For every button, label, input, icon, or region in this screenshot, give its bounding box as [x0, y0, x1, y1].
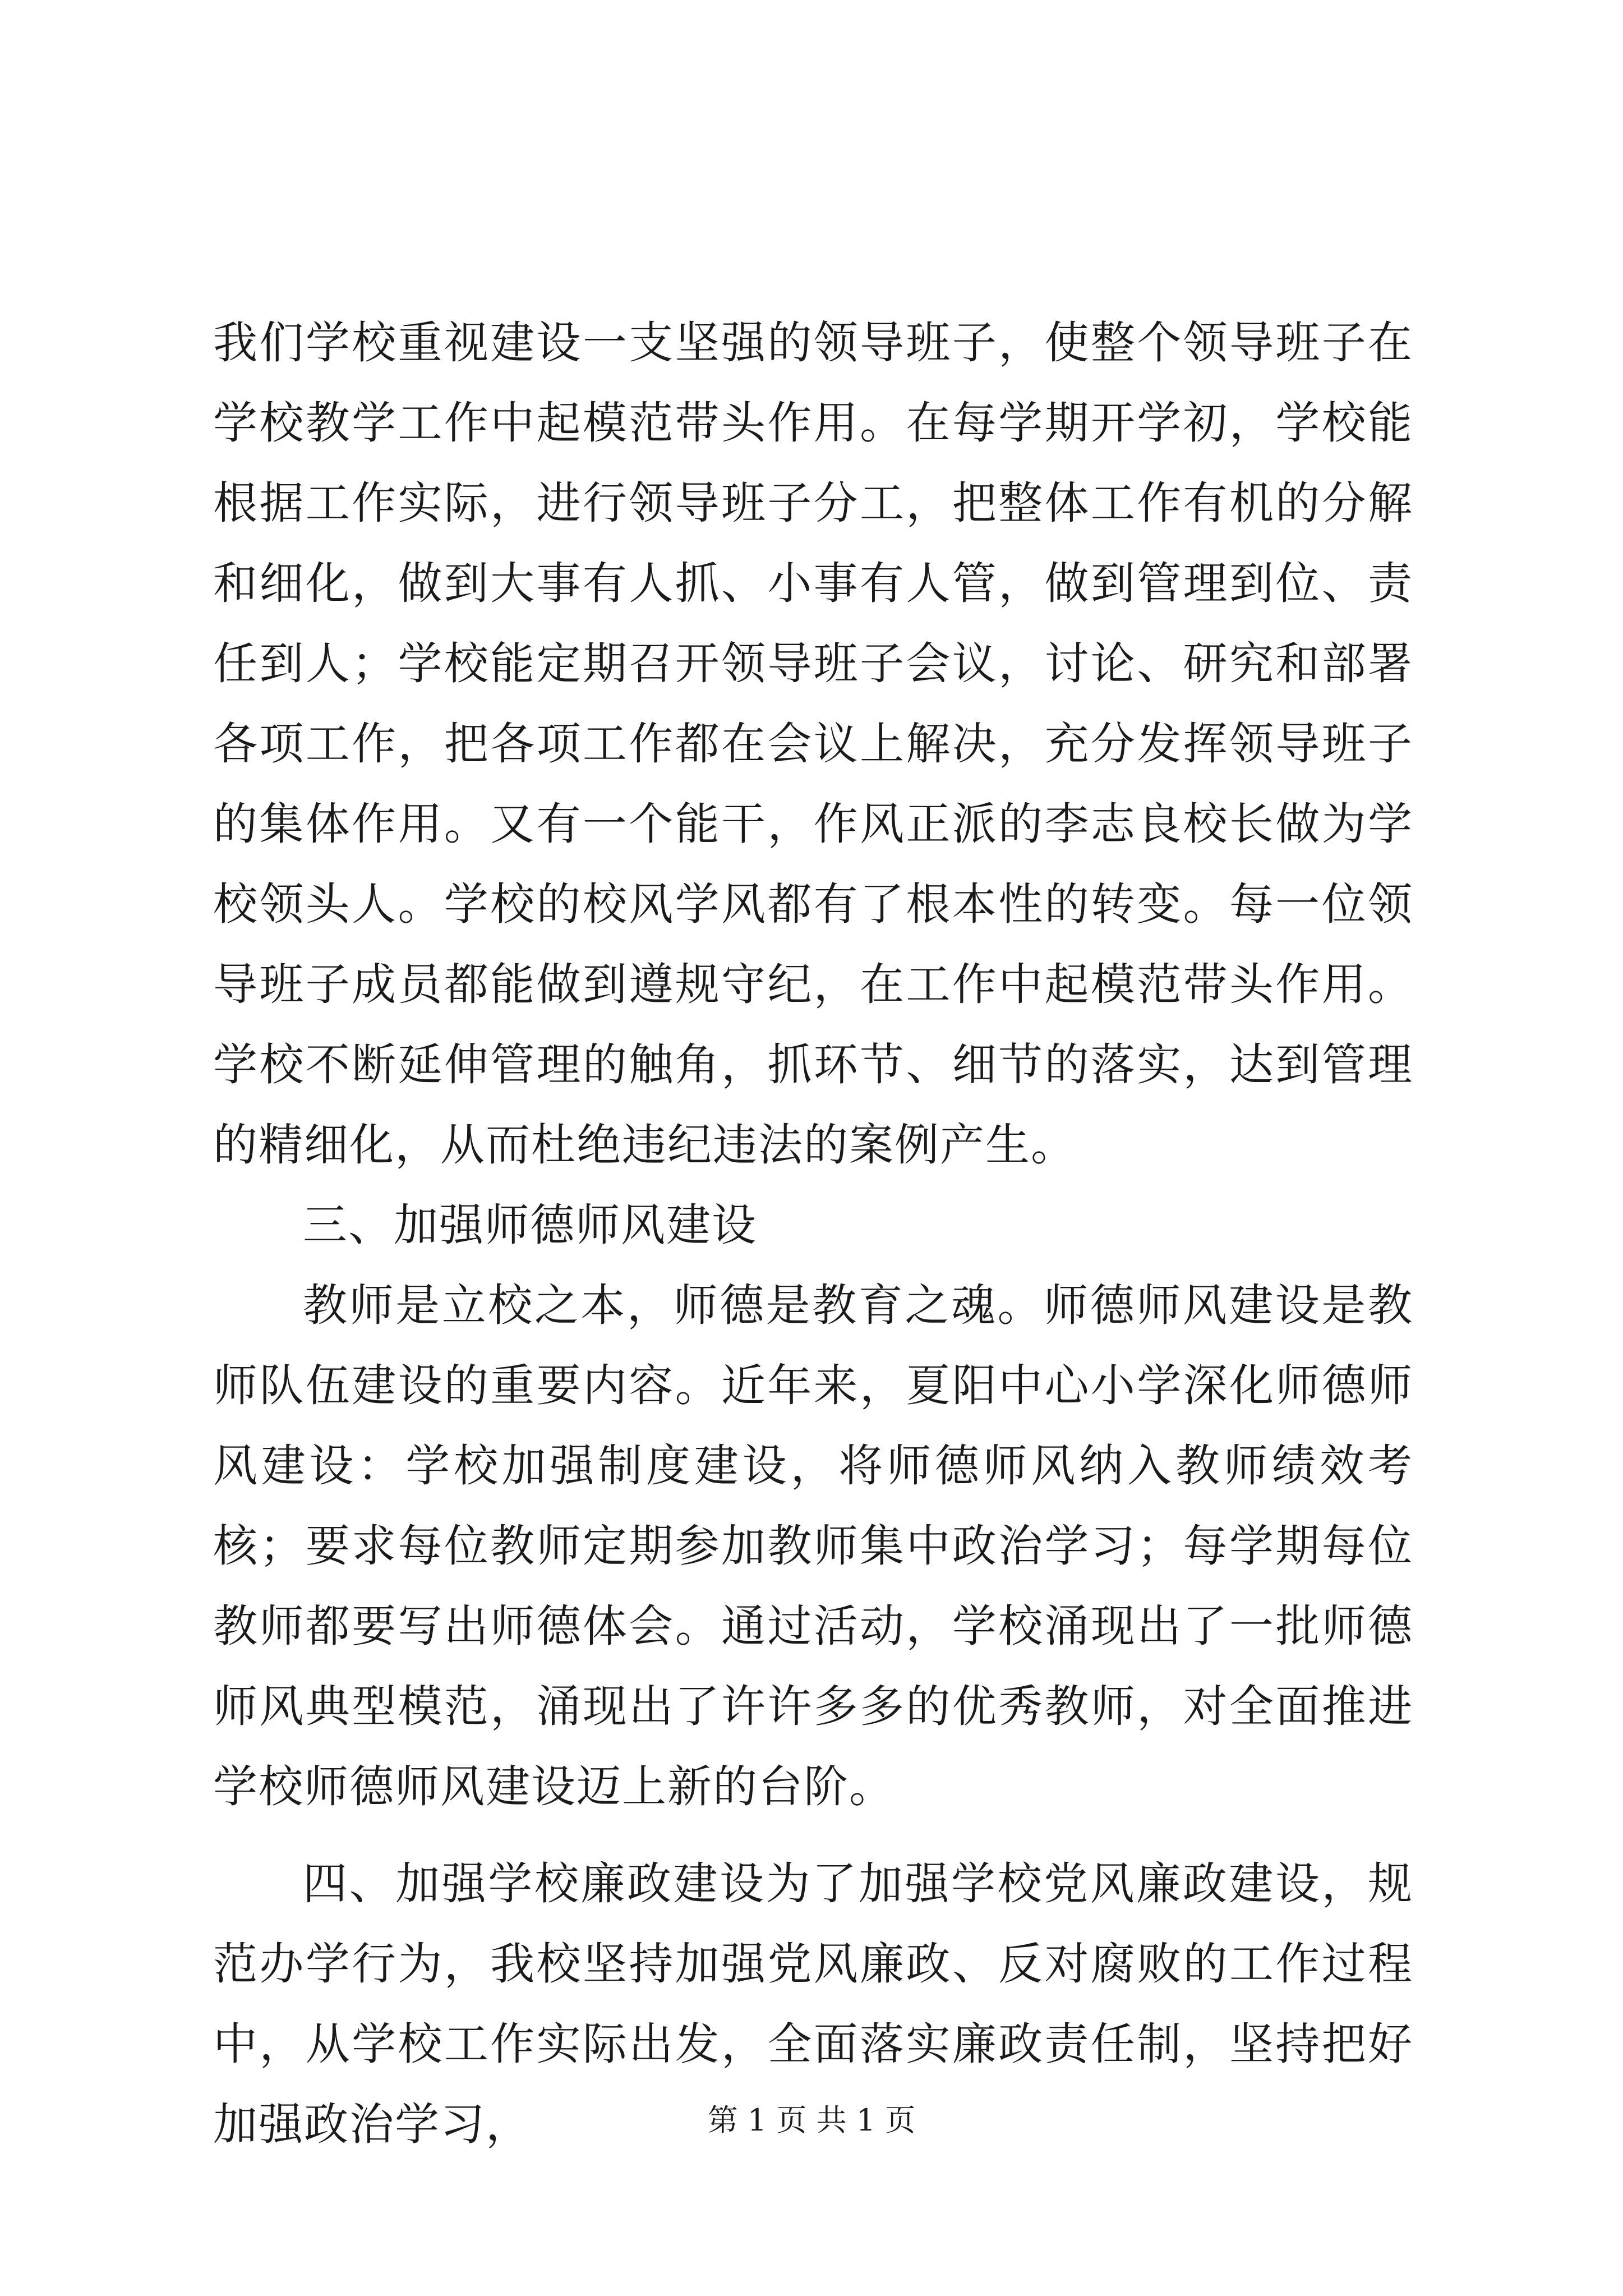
document-body [213, 303, 1413, 2165]
page-footer: 第 1 页 共 1 页 [707, 2102, 916, 2138]
paragraph-teacher-ethics: 教师是立校之本，师德是教育之魂。师德师风建设是教师队伍建设的重要内容。近年来，夏阳中心小学深化师德师风建设：学校加强制度建设，将师德师风纳入教师绩效考核；要求每位教师定期参加教师集中政治学习；每学期每位教师都要写出师德体会。通过活动，学校涌现出了一批师德师风典型模范，涌现出了许许多多的优秀教师，对全面推进学校师德师风建设迈上新的台阶。 [213, 1280, 1413, 1812]
paragraph-leadership: 我们学校重视建设一支坚强的领导班子，使整个领导班子在学校教学工作中起模范带头作用。在每学期开学初，学校能根据工作实际，进行领导班子分工，把整体工作有机的分解和细化，做到大事有人抓、小事有人管，做到管理到位、责任到人；学校能定期召开领导班子会议，讨论、研究和部署各项工作，把各项工作都在会议上解决，充分发挥领导班子的集体作用。又有一个能干，作风正派的李志良校长做为学校领头人。学校的校风学风都有了根本性的转变。每一位领导班子成员都能做到遵规守纪，在工作中起模范带头作用。学校不断延伸管理的触角，抓环节、细节的落实，达到管理的精细化，从而杜绝违纪违法的案例产生。 [213, 317, 1413, 1171]
paragraph-integrity: 四、加强学校廉政建设为了加强学校党风廉政建设，规范办学行为，我校坚持加强党风廉政、反对腐败的工作过程中，从学校工作实际出发，全面落实廉政责任制，坚持把好加强政治学习， [213, 1858, 1413, 2150]
section-heading-teacher-ethics: 三、加强师德师风建设 [303, 1199, 757, 1251]
